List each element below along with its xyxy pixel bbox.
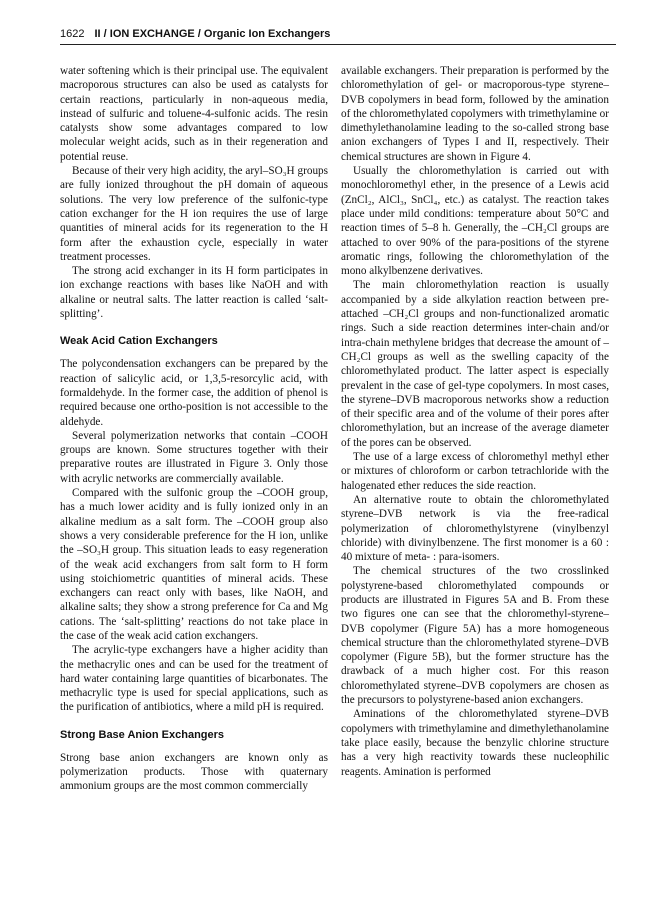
paragraph: The polycondensation exchangers can be prepared by the reaction of salicylic acid, or 1,3,5-resorcylic acid, with formaldehyde. In the former case, the addition of phenol is required because one ortho-position is not accessible to the aldehyde.	[60, 358, 328, 428]
section-heading-weak-acid: Weak Acid Cation Exchangers	[60, 335, 218, 348]
paragraph: Several polymerization networks that contain –COOH groups are known. Some structures together with their preparative routes are illustrated in Figure 3. Only those with acrylic networks are commercially available.	[60, 429, 328, 485]
running-header	[60, 28, 616, 40]
right-column	[341, 64, 609, 779]
left-column	[60, 64, 328, 794]
page-number: 1622	[60, 28, 85, 40]
paragraph: The acrylic-type exchangers have a higher acidity than the methacrylic ones and can be used for the treatment of hard water containing large quantities of bicarbonates. The methacrylic type is used for special applications, such as the purification of antibiotics, where a mild pH is required.	[60, 644, 328, 714]
paragraph: Aminations of the chloromethylated styrene–DVB copolymers with trimethylamine and dimethylethanolamine take place easily, because the benzylic chlorine structure has a very high reactivity towards these nucleophilic reagents. Amination is performed	[341, 708, 609, 778]
section-heading-strong-base: Strong Base Anion Exchangers	[60, 728, 225, 741]
section-title: II / ION EXCHANGE / Organic Ion Exchangers	[94, 28, 331, 40]
header-rule	[60, 44, 616, 45]
paragraph: The main chloromethylation reaction is usually accompanied by a side alkylation reaction between pre-attached –CH₂Cl groups and non-functionalized aromatic rings. Such a side reaction determines inter-chain and/or intra-chain methylene bridges that decrease the amount of –CH₂Cl groups as well as the swelling capacity of the chloromethylated product. The latter aspect is especially prevalent in the case of gel-type copolymers. In most cases, the styrene–DVB macroporous networks show a reduction of their specific area and of the volume of their pores after chloromethylation, but an increase of the average diameter of the pores can be observed.	[341, 279, 609, 449]
paragraph: available exchangers. Their preparation is performed by the chloromethylation of gel- or macroporous-type styrene–DVB copolymers in bead form, followed by the amination of the chloromethylated copolymers with trimethylamine or dimethylethanolamine leading to the so-called strong base anion exchangers of Types I and II, respectively. Their chemical structures are shown in Figure 4.	[341, 65, 609, 163]
paragraph: water softening which is their principal use. The equivalent macroporous structures can also be used as catalysts for certain reactions, particularly in non-aqueous media, instead of sulfuric and toluene-4-sulfonic acids. The resin catalysts show some advantages compared to low molecular weight acids, such as in their regeneration and potential reuse.	[60, 65, 328, 163]
paragraph: The chemical structures of the two crosslinked polystyrene-based chloromethylated compounds or products are illustrated in Figures 5A and B. From these two figures one can see that the chloromethyl-styrene–DVB copolymer (Figure 5A) has a more homogeneous chemical structure than the chloromethylated styrene–DVB copolymer (Figure 5B), but the former structure has the drawback of a much higher cost. For this reason chloromethylated styrene–DVB copolymers are chosen as the precursors to polystyrene-based anion exchangers.	[341, 565, 609, 707]
paragraph: Usually the chloromethylation is carried out with monochloromethyl ether, in the presence of a Lewis acid (ZnCl₂, AlCl₃, SnCl₄, etc.) as catalyst. The reaction takes place under mild conditions: temperature about 50°C and reaction times of 5–8 h. Generally, the –CH₂Cl groups are attached to over 90% of the para-positions of the styrene aromatic rings, following the chloromethylation of the mono alkylbenzene derivatives.	[341, 165, 609, 278]
paragraph: Because of their very high acidity, the aryl–SO₃H groups are fully ionized throughout the pH domain of aqueous solutions. The very low preference of the sulfonic-type cation exchanger for the H ion requires the use of large quantities of mineral acids for its regeneration to the H form after the exhaustion cycle, especially in water treatment processes.	[60, 165, 328, 263]
paragraph: Compared with the sulfonic group the –COOH group, has a much lower acidity and is fully ionized only in an alkaline medium as a salt form. The –COOH group also shows a very considerable preference for the H ion, unlike the –SO₃H group. This situation leads to easy regeneration of the weak acid exchangers from salt form to H form using stoichiometric quantities of mineral acids. These exchangers can react only with bases, like NaOH, and alkaline salts; they show a strong preference for Ca and Mg cations. The ‘salt-splitting’ reactions do not take place in the case of the weak acid cation exchangers.	[60, 487, 328, 642]
paragraph: The use of a large excess of chloromethyl methyl ether or mixtures of chloroform or carbon tetrachloride with the halogenated ether reduces the side reaction.	[341, 451, 609, 492]
paragraph: Strong base anion exchangers are known only as polymerization products. Those with quaternary ammonium groups are the most common commercially	[60, 751, 328, 793]
paragraph: An alternative route to obtain the chloromethylated styrene–DVB network is via the free-radical polymerization of chloromethylstyrene (vinylbenzyl chloride) with divinylbenzene. The first monomer is a 60 : 40 mixture of meta- : para-isomers.	[341, 493, 609, 564]
paragraph: The strong acid exchanger in its H form participates in ion exchange reactions with bases like NaOH and with alkaline or neutral salts. The latter reaction is called ‘salt-splitting’.	[60, 265, 328, 321]
